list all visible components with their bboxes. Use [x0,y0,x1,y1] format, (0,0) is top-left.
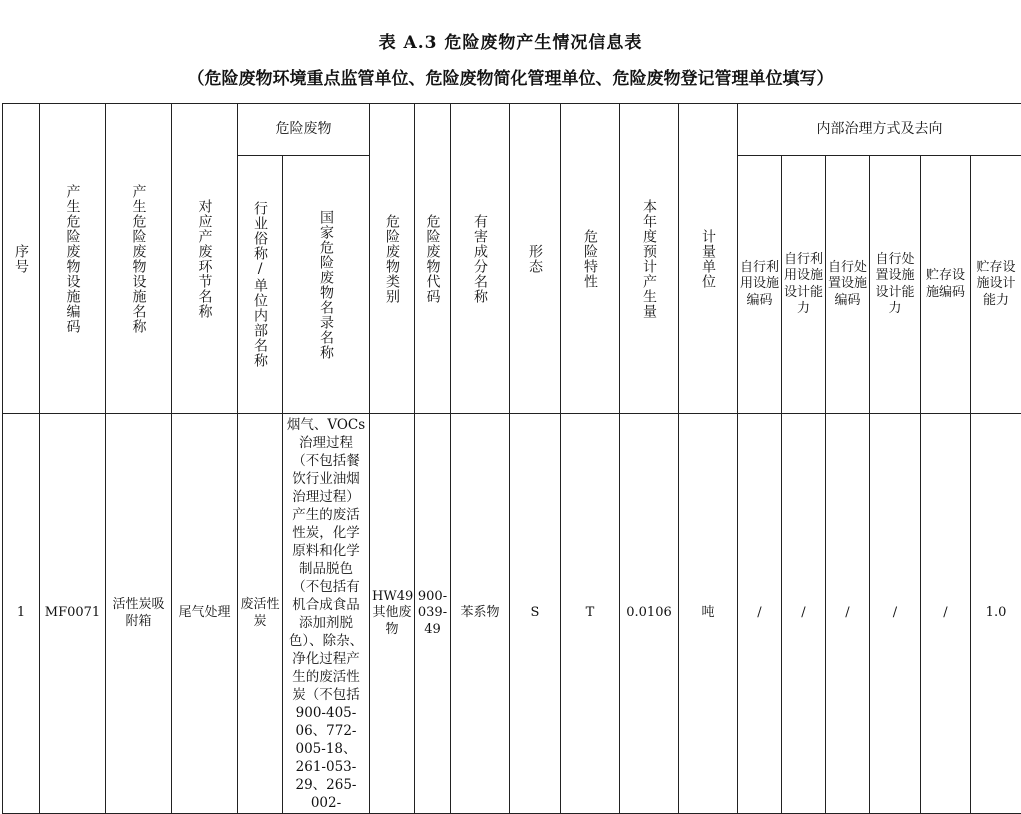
cell-category: HW49其他废物 [370,414,415,814]
cell-storage-cap: 1.0 [971,414,1021,814]
cell-self-dispose-code: / [826,414,870,814]
header-seq: 序号 [3,104,40,414]
header-code: 危险废物代码 [415,104,451,414]
table-subtitle: （危险废物环境重点监管单位、危险废物简化管理单位、危险废物登记管理单位填写） [0,64,1021,89]
cell-storage-code: / [921,414,971,814]
cell-unit: 吨 [679,414,738,814]
cell-seq: 1 [3,414,40,814]
cell-facility-code: MF0071 [40,414,106,814]
header-group-internal: 内部治理方式及去向 [738,104,1021,156]
cell-self-use-cap: / [782,414,826,814]
header-self-use-code: 自行利用设施编码 [738,156,782,414]
cell-property: T [561,414,620,814]
cell-annual: 0.0106 [620,414,679,814]
cell-facility-name: 活性炭吸附箱 [106,414,172,814]
header-self-use-cap: 自行利用设施设计能力 [782,156,826,414]
header-national-name: 国家危险废物名录名称 [283,156,370,414]
header-storage-cap: 贮存设施设计能力 [971,156,1021,414]
header-form: 形态 [510,104,561,414]
header-group-hazardous-waste: 危险废物 [238,104,370,156]
header-self-dispose-code: 自行处置设施编码 [826,156,870,414]
header-storage-code: 贮存设施编码 [921,156,971,414]
cell-self-dispose-cap: / [870,414,921,814]
cell-national-name: 烟气、VOCs治理过程（不包括餐饮行业油烟治理过程）产生的废活性炭，化学原料和化学制品脱色（不包括有机合成食品添加剂脱色）、除杂、净化过程产生的废活性炭（不包括900-405-06、772-005-18、261-053-29、265-002- [283,414,370,814]
header-facility-name: 产生危险废物设施名称 [106,104,172,414]
hazardous-waste-table [2,103,1021,814]
cell-process: 尾气处理 [172,414,238,814]
cell-code: 900-039-49 [415,414,451,814]
header-facility-code: 产生危险废物设施编码 [40,104,106,414]
header-category: 危险废物类别 [370,104,415,414]
header-annual: 本年度预计产生量 [620,104,679,414]
cell-common-name: 废活性炭 [238,414,283,814]
cell-form: S [510,414,561,814]
table-title: 表 A.3 危险废物产生情况信息表 [0,28,1021,53]
cell-harmful: 苯系物 [451,414,510,814]
header-unit: 计量单位 [679,104,738,414]
table-row [3,414,1021,814]
header-harmful: 有害成分名称 [451,104,510,414]
header-property: 危险特性 [561,104,620,414]
header-self-dispose-cap: 自行处置设施设计能力 [870,156,921,414]
header-common-name: 行业俗称/单位内部名称 [238,156,283,414]
cell-self-use-code: / [738,414,782,814]
header-process: 对应产废环节名称 [172,104,238,414]
header-row-1 [3,104,1021,156]
